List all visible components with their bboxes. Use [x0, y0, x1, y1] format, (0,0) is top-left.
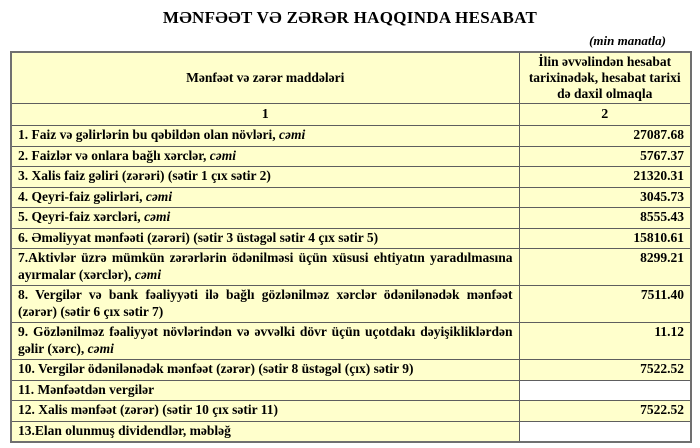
row-value	[519, 421, 691, 442]
table-header-row	[11, 52, 691, 104]
table-row	[11, 380, 691, 401]
table-row	[11, 208, 691, 229]
table-row	[11, 167, 691, 188]
col-header-period: İlin əvvəlindən hesabat tarixinədək, hesabat tarixi də daxil olmaqla	[519, 52, 691, 104]
row-label-italic: cəmi	[145, 188, 173, 204]
col-index-2: 2	[519, 104, 691, 126]
table-row	[11, 323, 691, 360]
row-value: 5767.37	[519, 146, 691, 167]
row-label: 7.Aktivlər üzrə mümkün zərərlərin ödənilməsi üçün xüsusi ehtiyatın yaradılmasına ayırmalar (xərclər), cəmi	[11, 249, 519, 286]
row-label: 10. Vergilər ödənilənədək mənfəət (zərər) (sətir 8 üstəgəl (çıx) sətir 9)	[11, 360, 519, 381]
row-value: 27087.68	[519, 126, 691, 147]
row-label: 3. Xalis faiz gəliri (zərəri) (sətir 1 çıx sətir 2)	[11, 167, 519, 188]
row-label-italic: cəmi	[134, 266, 162, 282]
row-label: 12. Xalis mənfəət (zərər) (sətir 10 çıx sətir 11)	[11, 401, 519, 422]
row-label: 9. Gözlənilməz fəaliyyət növlərindən və əvvəlki dövr üçün uçotdakı dəyişikliklərdən gəlir (xərc), cəmi	[11, 323, 519, 360]
table-row	[11, 249, 691, 286]
table-index-row	[11, 104, 691, 126]
row-label: 1. Faiz və gəlirlərin bu qəbildən olan növləri, cəmi	[11, 126, 519, 147]
table-row	[11, 421, 691, 442]
table-row	[11, 126, 691, 147]
row-label: 4. Qeyri-faiz gəlirləri, cəmi	[11, 187, 519, 208]
row-value: 11.12	[519, 323, 691, 360]
row-label-italic: cəmi	[144, 209, 171, 224]
row-label: 6. Əməliyyat mənfəəti (zərəri) (sətir 3 üstəgəl sətir 4 çıx sətir 5)	[11, 228, 519, 249]
col-index-1: 1	[11, 104, 519, 126]
row-label-italic: cəmi	[209, 147, 236, 163]
row-label: 11. Mənfəətdən vergilər	[11, 380, 519, 401]
col-header-items: Mənfəət və zərər maddələri	[11, 52, 519, 104]
table-row	[11, 286, 691, 323]
row-value: 7511.40	[519, 286, 691, 323]
row-label: 2. Faizlər və onlara bağlı xərclər, cəmi	[11, 146, 519, 167]
row-label: 13.Elan olunmuş dividendlər, məbləğ	[11, 421, 519, 442]
row-value: 21320.31	[519, 167, 691, 188]
unit-note: (min manatla)	[589, 33, 666, 48]
table-row	[11, 187, 691, 208]
row-label-italic: cəmi	[87, 340, 114, 356]
profit-loss-table	[10, 51, 692, 443]
row-value	[519, 380, 691, 401]
report-page	[0, 8, 700, 443]
row-label-italic: cəmi	[279, 127, 306, 142]
table-row	[11, 228, 691, 249]
row-value: 8555.43	[519, 208, 691, 229]
row-value: 7522.52	[519, 401, 691, 422]
row-value: 3045.73	[519, 187, 691, 208]
table-row	[11, 401, 691, 422]
row-value: 8299.21	[519, 249, 691, 286]
row-value: 7522.52	[519, 360, 691, 381]
table-row	[11, 146, 691, 167]
table-body	[11, 126, 691, 443]
row-label: 5. Qeyri-faiz xərcləri, cəmi	[11, 208, 519, 229]
row-value: 15810.61	[519, 228, 691, 249]
row-label: 8. Vergilər və bank fəaliyyəti ilə bağlı gözlənilməz xərclər ödənilənədək mənfəət (zərər) (sətir 6 çıx sətir 7)	[11, 286, 519, 323]
page-title: MƏNFƏƏT VƏ ZƏRƏR HAQQINDA HESABAT	[162, 8, 538, 27]
table-row	[11, 360, 691, 381]
